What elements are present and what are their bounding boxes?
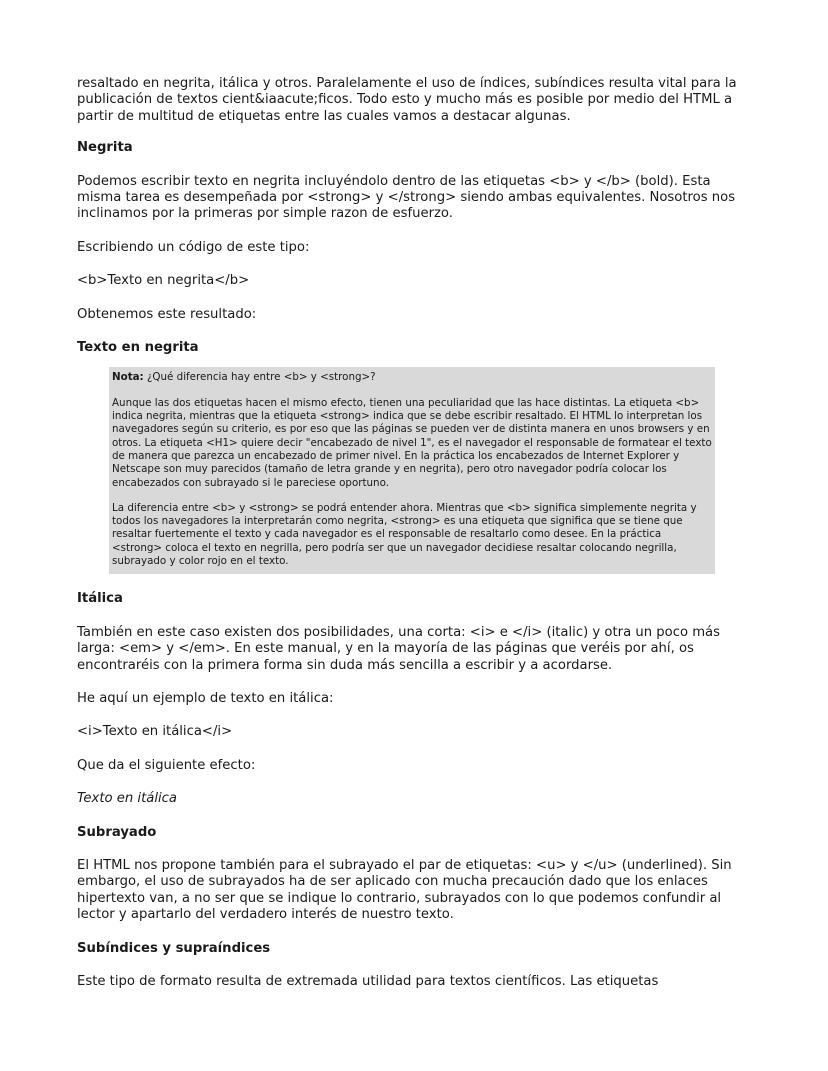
note-box bbox=[109, 367, 715, 574]
italica-example-intro: He aquí un ejemplo de texto en itálica: bbox=[77, 690, 334, 706]
subrayado-paragraph: El HTML nos propone también para el subrayado el par de etiquetas: <u> y </u> (underlined). Sin embargo, el uso de subrayados ha de ser aplicado con mucha precaución dado que los enlaces hipertexto van, a no ser que se indique lo contrario, subrayados con lo que podemos confundir al lector y apartarlo del verdadero interés de nuestro texto. bbox=[77, 857, 732, 923]
italica-paragraph: También en este caso existen dos posibilidades, una corta: <i> e </i> (italic) y otra un poco más larga: <em> y </em>. En este manual, y en la mayoría de las páginas que veréis por ahí, os encontraréis con la primera forma sin duda más sencilla a escribir y a acordarse. bbox=[77, 624, 721, 673]
negrita-code-example: <b>Texto en negrita</b> bbox=[77, 273, 250, 289]
negrita-paragraph: Podemos escribir texto en negrita incluyéndolo dentro de las etiquetas <b> y </b> (bold). Esta misma tarea es desempeñada por <strong> y </strong> siendo ambas equivalentes. Nosotros nos inclinamos por la primeras por simple razon de esfuerzo. bbox=[77, 173, 736, 222]
note-paragraph-1: Aunque las dos etiquetas hacen el mismo efecto, tienen una peculiaridad que las hace distintas. La etiqueta <b> indica negrita, mientras que la etiqueta <strong> indica que se debe escribir resaltado. El HTML lo interpretan los navegadores según su criterio, es por eso que las páginas se pueden ver de distinta manera en unos browsers y en otros. La etiqueta <H1> quiere decir "encabezado de nivel 1", es el navegador el responsable de formatear el texto de manera que parezca un encabezado de primer nivel. En la práctica los encabezados de Internet Explorer y Netscape son muy parecidos (tamaño de letra grande y en negrita), pero otro navegador podría colocar los encabezados con subrayado si le pareciese oportuno. bbox=[112, 396, 712, 489]
negrita-example-intro: Escribiendo un código de este tipo: bbox=[77, 239, 310, 255]
negrita-result-intro: Obtenemos este resultado: bbox=[77, 306, 257, 322]
note-label: Nota: bbox=[112, 371, 144, 384]
heading-subrayado: Subrayado bbox=[77, 824, 157, 840]
italica-result-intro: Que da el siguiente efecto: bbox=[77, 757, 256, 773]
document-page bbox=[77, 76, 757, 990]
heading-italica: Itálica bbox=[77, 591, 123, 607]
note-paragraph-2: La diferencia entre <b> y <strong> se podrá entender ahora. Mientras que <b> significa simplemente negrita y todos los navegadores la interpretarán como negrita, <strong> es una etiqueta que significa que se tiene que resaltar fuertemente el texto y cada navegador es el responsable de resaltarlo como desee. En la práctica <strong> coloca el texto en negrilla, pero podría ser que un navegador decidiese resaltar colocando negrilla, subrayado y color rojo en el texto. bbox=[112, 501, 697, 568]
intro-paragraph: resaltado en negrita, itálica y otros. Paralelamente el uso de índices, subíndices resulta vital para la publicación de textos cient&iaacute;ficos. Todo esto y mucho más es posible por medio del HTML a partir de multitud de etiquetas entre las cuales vamos a destacar algunas. bbox=[77, 76, 737, 124]
subindices-paragraph: Este tipo de formato resulta de extremada utilidad para textos científicos. Las etiquetas bbox=[77, 974, 659, 990]
note-question-text: ¿Qué diferencia hay entre <b> y <strong>? bbox=[143, 371, 376, 384]
italica-code-example: <i>Texto en itálica</i> bbox=[77, 724, 233, 740]
note-question bbox=[112, 371, 712, 384]
heading-subindices: Subíndices y supraíndices bbox=[77, 940, 271, 956]
heading-negrita: Negrita bbox=[77, 140, 133, 156]
negrita-result-example: Texto en negrita bbox=[77, 340, 199, 356]
italica-result-example: Texto en itálica bbox=[77, 791, 178, 807]
